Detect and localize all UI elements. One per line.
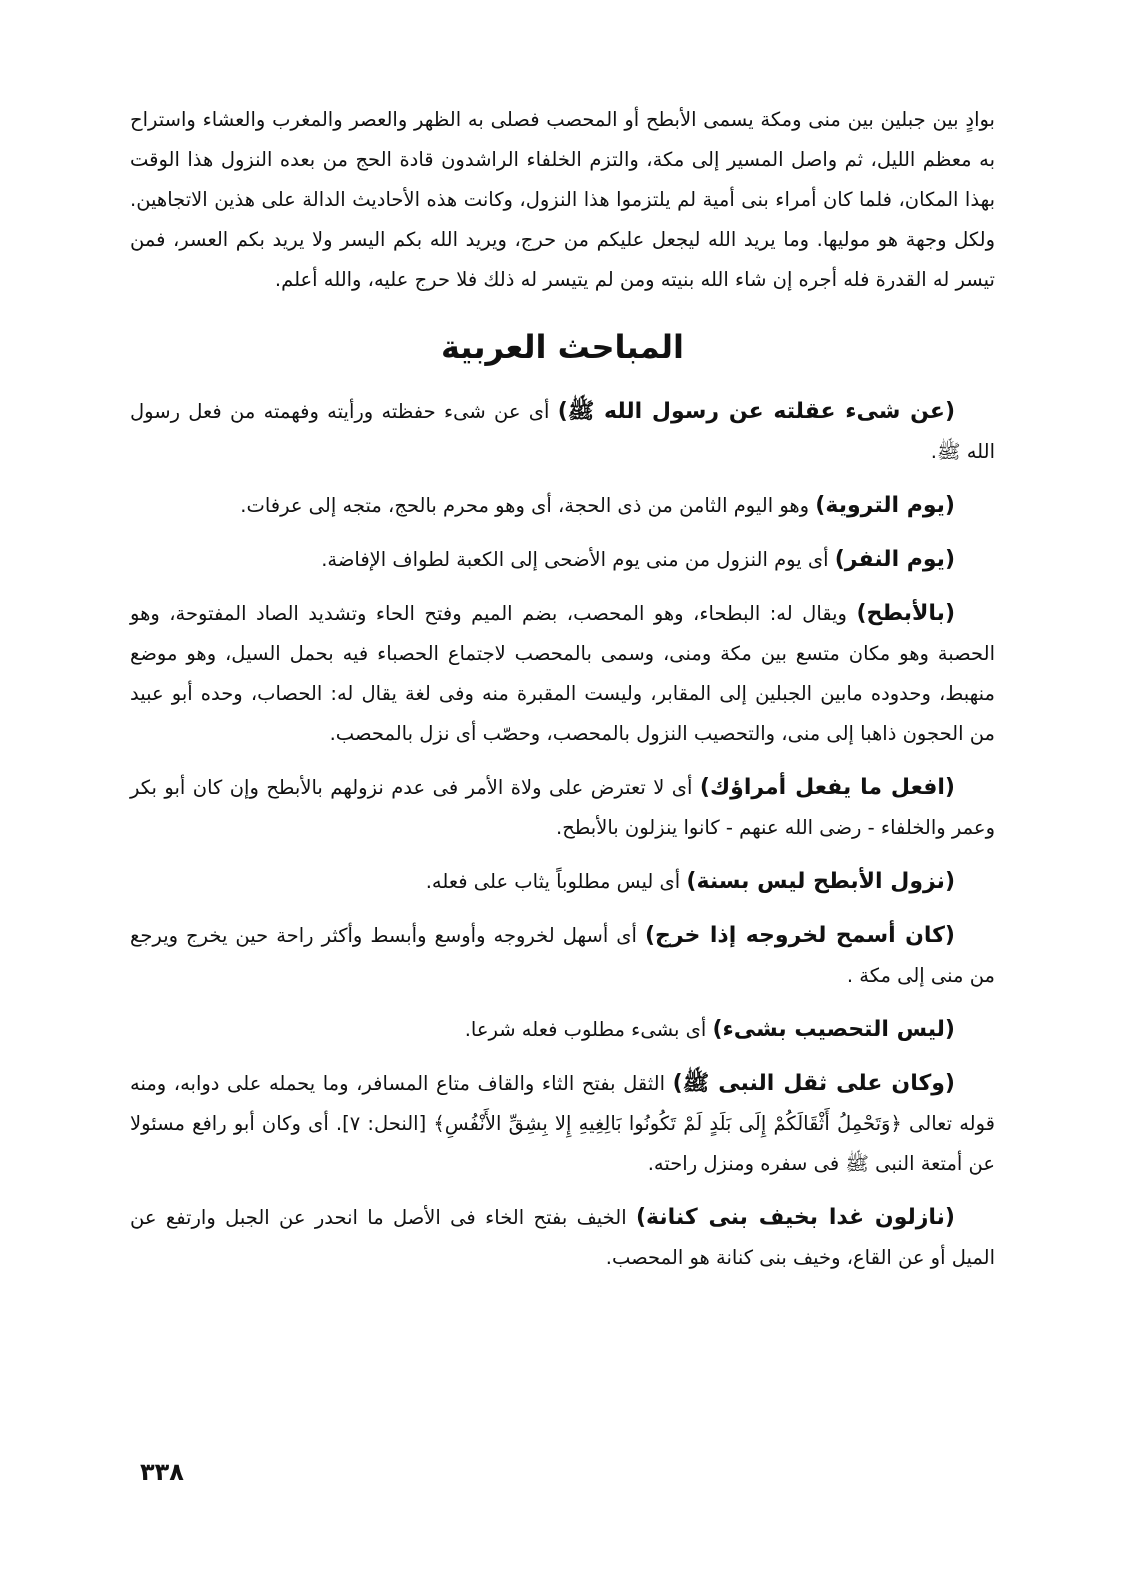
intro-text: بوادٍ بين جبلين بين منى ومكة يسمى الأبطح أو المحصب فصلى به الظهر والعصر والمغرب والعشاء واستراح به معظم الليل، ثم واصل المسير إلى مكة، والتزم الخلفاء الراشدون قادة الحج من بعده النزول هذا الوقت بهذا المكان، فلما كان أمراء بنى أمية لم يلتزموا هذا النزول، وكانت هذه الأحاديث الدالة على هذين الاتجاهين. ولكل وجهة هو موليها. وما يريد الله ليجعل عليكم من حرج، ويريد الله بكم اليسر ولا يريد بكم العسر، فمن تيسر له القدرة فله أجره إن شاء الله بنيته ومن لم يتيسر له ذلك فلا حرج عليه، والله أعلم. [130,108,995,291]
entry-term: (كان أسمح لخروجه إذا خرج) [644,923,955,948]
page-number: ٣٣٨ [140,1458,184,1486]
entry-text: أى أسهل لخروجه وأوسع وأبسط وأكثر راحة حين يخرج ويرجع من منى إلى مكة . [130,924,995,987]
entry-4 [130,594,995,754]
entry-text: ويقال له: البطحاء، وهو المحصب، بضم الميم وفتح الحاء وتشديد الصاد المفتوحة، وهو الحصبة وهو مكان متسع بين مكة ومنى، وسمى بالمحصب لاجتماع الحصباء فيه بحمل السيل، وهو موضع منهبط، وحدوده مابين الجبلين إلى المقابر، وليست المقبرة منه وفى لغة يقال له: الحصاب، وحده أبو عبيد من الحجون ذاهبا إلى منى، والتحصيب النزول بالمحصب، وحصّب أى نزل بالمحصب. [130,602,995,745]
entry-text: أى بشىء مطلوب فعله شرعا. [464,1018,713,1041]
entry-term: (بالأبطح) [856,601,955,626]
entry-9 [130,1064,995,1184]
entry-text: الثقل بفتح الثاء والقاف متاع المسافر، وما يحمله على دوابه، ومنه قوله تعالى ﴿وَتَحْمِلُ أَثْقَالَكُمْ إِلَى بَلَدٍ لَمْ تَكُونُوا بَالِغِيهِ إِلا بِشِقِّ الأَنْفُسِ﴾ [النحل: ٧]. أى وكان أبو رافع مسئولا عن أمتعة النبى ﷺ فى سفره ومنزل راحته. [130,1072,995,1175]
entry-text: أى عن شىء حفظته ورأيته وفهمته من فعل رسول الله ﷺ. [130,400,995,463]
entry-text: وهو اليوم الثامن من ذى الحجة، أى وهو محرم بالحج، متجه إلى عرفات. [240,494,816,517]
entry-term: (عن شىء عقلته عن رسول الله ﷺ) [557,399,956,424]
entry-3 [130,540,995,580]
entry-term: (وكان على ثقل النبى ﷺ) [672,1071,955,1096]
section-title: المباحث العربية [440,328,685,366]
entry-term: (يوم النفر) [834,547,955,572]
entry-text: أى ليس مطلوباً يثاب على فعله. [425,870,687,893]
entry-term: (ليس التحصيب بشىء) [712,1017,955,1042]
entry-5 [130,768,995,848]
entry-8 [130,1010,995,1050]
entry-term: (نزول الأبطح ليس بسنة) [686,869,955,894]
entry-term: (نازلون غدا بخيف بنى كنانة) [635,1205,955,1230]
entry-2 [130,486,995,526]
entry-1 [130,392,995,472]
entry-text: أى لا تعترض على ولاة الأمر فى عدم نزولهم بالأبطح وإن كان أبو بكر وعمر والخلفاء - رضى الله عنهم - كانوا ينزلون بالأبطح. [130,776,995,839]
entry-text: الخيف بفتح الخاء فى الأصل ما انحدر عن الجبل وارتفع عن الميل أو عن القاع، وخيف بنى كنانة هو المحصب. [130,1206,995,1269]
entry-text: أى يوم النزول من منى يوم الأضحى إلى الكعبة لطواف الإفاضة. [321,548,835,571]
entry-6 [130,862,995,902]
entry-7 [130,916,995,996]
entry-term: (افعل ما يفعل أمراؤك) [699,775,955,800]
entry-term: (يوم التروية) [815,493,955,518]
intro-paragraph [130,100,995,300]
entry-10 [130,1198,995,1278]
